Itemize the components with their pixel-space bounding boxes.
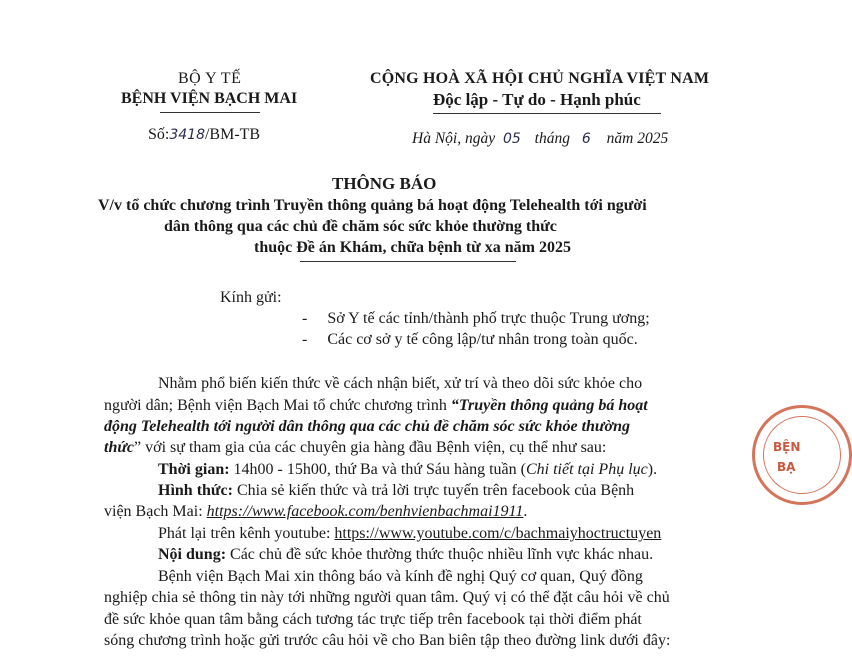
time-end: ). (647, 461, 658, 478)
hospital-stamp (752, 405, 852, 505)
body-p1-line4-text: ” với sự tham gia của các chuyên gia hàng đầu Bệnh viện, cụ thể như sau: (134, 439, 607, 456)
subject-underline (300, 261, 516, 262)
doc-number-prefix: Số: (148, 126, 170, 143)
subject-line-3: thuộc Đề án Khám, chữa bệnh từ xa năm 2025 (254, 239, 572, 256)
program-title-part3: thức (104, 439, 135, 456)
body-p1-line2 (104, 397, 648, 415)
notice-heading: THÔNG BÁO (332, 174, 437, 193)
form-label: Hình thức: (158, 482, 233, 499)
hospital-underline (160, 112, 260, 113)
date-day: 05 (502, 131, 521, 147)
date-month: 6 (581, 131, 591, 147)
time-note: Chi tiết tại Phụ lục (525, 461, 648, 478)
facebook-link[interactable]: https://www.facebook.com/benhvienbachmai1911 (206, 503, 524, 520)
ministry-name: BỘ Y TẾ (178, 70, 242, 87)
replay-line (158, 525, 661, 543)
doc-number-suffix: /BM-TB (204, 126, 261, 143)
content-label: Nội dung: (158, 546, 227, 563)
program-title-part2: động Telehealth tới người dân thông qua các chủ đề chăm sóc sức khỏe thường (104, 418, 630, 435)
date-month-label: tháng (534, 130, 570, 147)
time-value: 14h00 - 15h00, thứ Ba và thứ Sáu hàng tuần ( (229, 461, 526, 478)
form-line (158, 482, 634, 500)
replay-label: Phát lại trên kênh youtube: (158, 525, 335, 542)
recipient-text: Các cơ sở y tế công lập/tư nhân trong toàn quốc. (327, 331, 638, 348)
body-p2-line4: sóng chương trình hoặc gửi trước câu hỏi về cho Ban biên tập theo đường link dưới đây: (104, 632, 671, 649)
time-label: Thời gian: (158, 461, 230, 478)
recipient-text: Sở Y tế các tỉnh/thành phố trực thuộc Trung ương; (327, 310, 650, 327)
body-p2-line2: nghiệp chia sẻ thông tin này tới những người quan tâm. Quý vị có thể đặt câu hỏi về chủ (104, 589, 670, 606)
recipient-dash: - (302, 310, 308, 327)
body-p2-line3: đề sức khỏe quan tâm bằng cách tương tác trực tiếp trên facebook tại thời điểm phát (104, 611, 642, 628)
date-year: năm 2025 (606, 130, 669, 147)
date-place: Hà Nội, ngày (412, 130, 496, 147)
time-line (158, 461, 657, 479)
form-line2-end: . (523, 503, 528, 520)
stamp-text-2: BẠ (777, 460, 796, 474)
recipient-dash: - (302, 331, 308, 348)
stamp-text-1: BỆN (773, 440, 801, 454)
recipients-label: Kính gửi: (220, 289, 282, 306)
youtube-link[interactable]: https://www.youtube.com/c/bachmaiyhoctructuyen (334, 525, 662, 542)
body-p2-line1: Bệnh viện Bạch Mai xin thông báo và kính đề nghị Quý cơ quan, Quý đồng (158, 568, 643, 585)
doc-number-handwritten: 3418 (169, 127, 205, 143)
program-title-part1: “Truyền thông quảng bá hoạt (450, 397, 648, 414)
body-p1-line1: Nhằm phổ biến kiến thức về cách nhận biết, xử trí và theo dõi sức khỏe cho (158, 375, 643, 392)
hospital-name: BỆNH VIỆN BẠCH MAI (121, 90, 298, 107)
date-line (412, 130, 668, 148)
stamp-inner-ring (763, 416, 841, 494)
form-line2-text: viện Bạch Mai: (104, 503, 207, 520)
subject-line-2: dân thông qua các chủ đề chăm sóc sức khỏe thường thức (164, 218, 557, 235)
form-line2 (104, 503, 527, 521)
national-motto: Độc lập - Tự do - Hạnh phúc (433, 90, 641, 109)
document-number (148, 126, 260, 144)
body-p1-line4 (104, 439, 606, 457)
recipient-item (302, 331, 638, 349)
recipient-item (302, 310, 650, 328)
form-value: Chia sẻ kiến thức và trả lời trực tuyến trên facebook của Bệnh (232, 482, 635, 499)
subject-line-1: V/v tổ chức chương trình Truyền thông quảng bá hoạt động Telehealth tới người (98, 197, 647, 214)
country-name: CỘNG HOÀ XÃ HỘI CHỦ NGHĨA VIỆT NAM (370, 70, 710, 87)
body-p1-line2-text: người dân; Bệnh viện Bạch Mai tổ chức chương trình (104, 397, 451, 414)
motto-underline (433, 113, 661, 114)
content-line (158, 546, 653, 564)
content-value: Các chủ đề sức khỏe thường thức thuộc nhiều lĩnh vực khác nhau. (226, 546, 654, 563)
